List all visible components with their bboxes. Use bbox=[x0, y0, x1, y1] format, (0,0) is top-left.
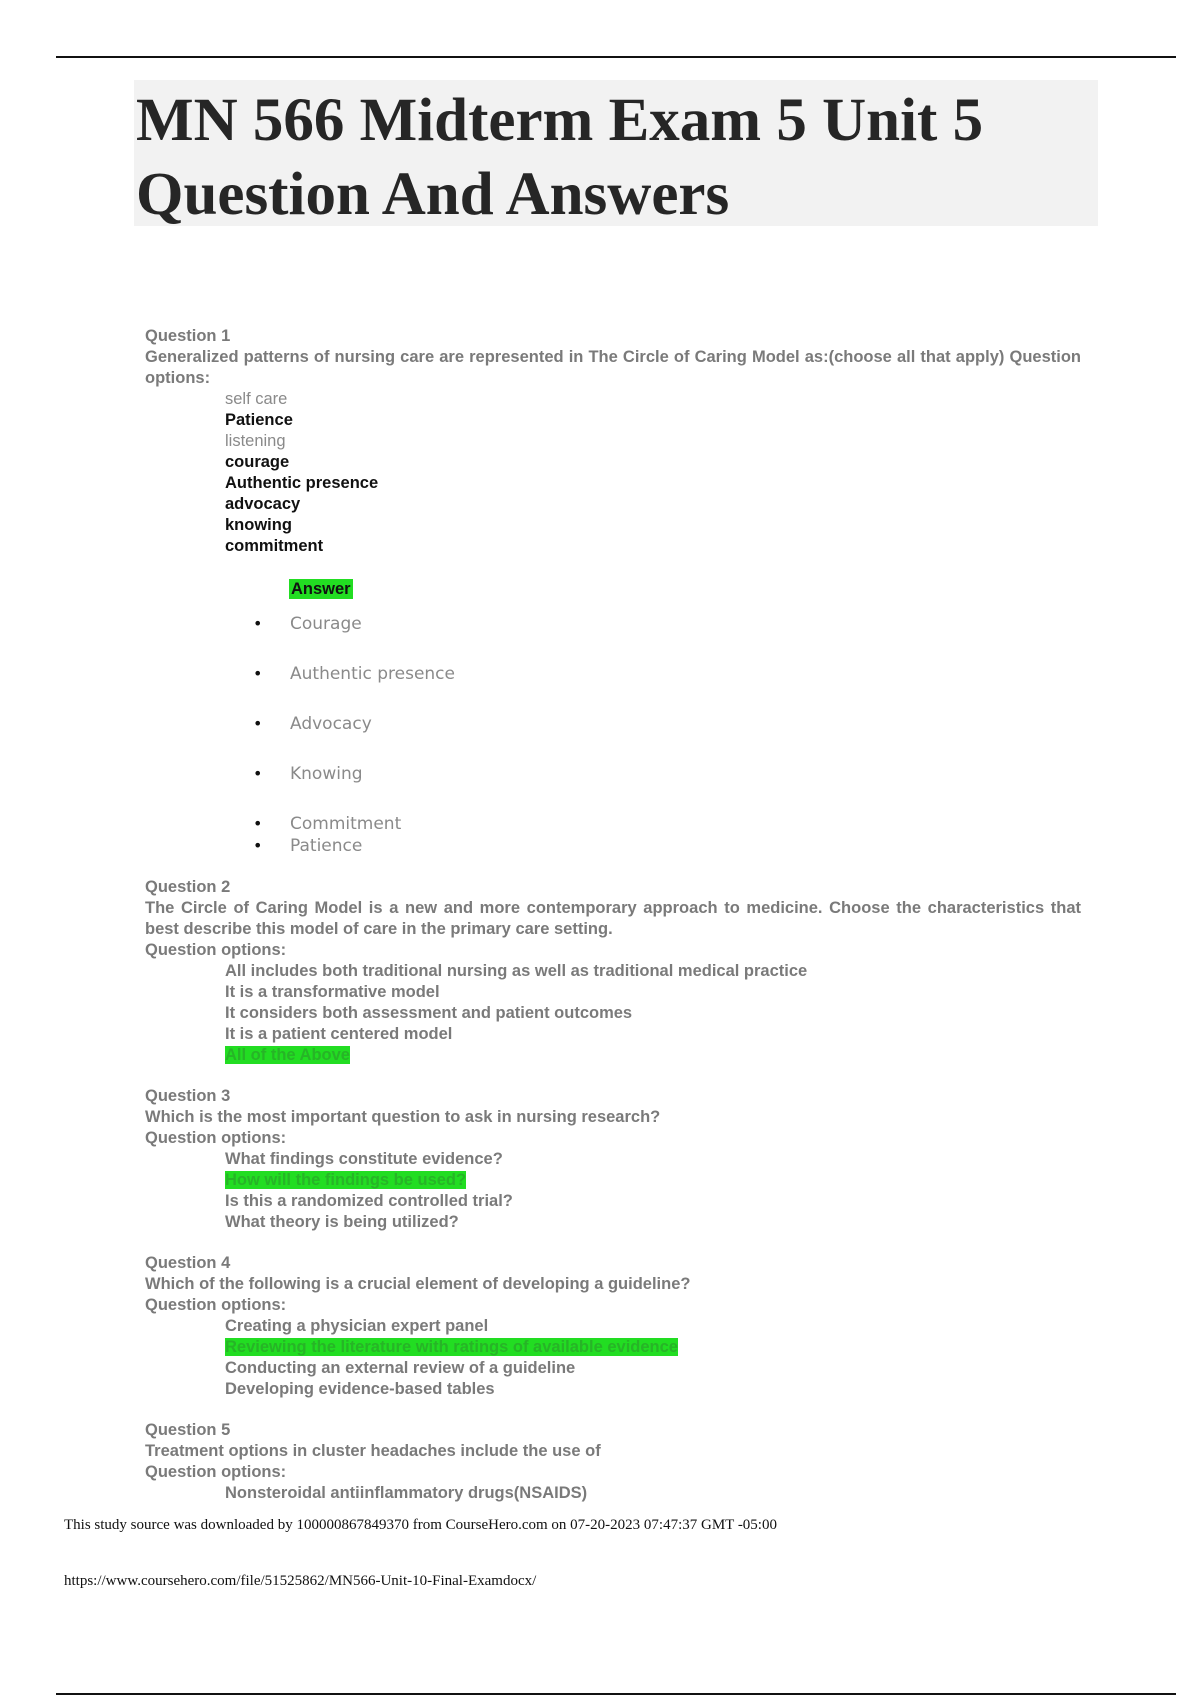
q1-option: Authentic presence bbox=[225, 474, 379, 492]
q3-option: What findings constitute evidence? bbox=[225, 1150, 503, 1168]
q5-option: Nonsteroidal antiinflammatory drugs(NSAIDS) bbox=[225, 1484, 588, 1502]
question-4-options bbox=[225, 1316, 1081, 1400]
answer-item: • Advocacy bbox=[253, 714, 372, 734]
question-2-options bbox=[225, 961, 1081, 1066]
correct-answer-highlight: All of the Above bbox=[225, 1046, 350, 1064]
q1-option: listening bbox=[225, 432, 286, 450]
question-1-label: Question 1 bbox=[145, 327, 231, 345]
document-body bbox=[145, 326, 1081, 1504]
question-1 bbox=[145, 326, 1081, 389]
q3-option: Is this a randomized controlled trial? bbox=[225, 1192, 513, 1210]
q2-option: All includes both traditional nursing as well as traditional medical practice bbox=[225, 962, 808, 980]
q2-option: It is a patient centered model bbox=[225, 1025, 453, 1043]
question-4-prompt: Which of the following is a crucial element of developing a guideline? bbox=[145, 1275, 691, 1293]
bullet-icon: • bbox=[253, 714, 263, 733]
question-2-prompt: The Circle of Caring Model is a new and more contemporary approach to medicine. Choose the characteristics that best describe this model of care in the primary care setting. bbox=[145, 899, 1081, 938]
q3-option-correct bbox=[225, 1170, 1081, 1191]
question-5-prompt: Treatment options in cluster headaches include the use of bbox=[145, 1442, 601, 1460]
question-4-label: Question 4 bbox=[145, 1254, 231, 1272]
question-3-options-label: Question options: bbox=[145, 1129, 287, 1147]
question-5 bbox=[145, 1420, 1081, 1483]
answer-item: • Commitment bbox=[253, 814, 402, 834]
answer-item: • Knowing bbox=[253, 764, 363, 784]
q3-option: What theory is being utilized? bbox=[225, 1213, 459, 1231]
q1-option: advocacy bbox=[225, 495, 301, 513]
q4-option: Creating a physician expert panel bbox=[225, 1317, 489, 1335]
question-3 bbox=[145, 1086, 1081, 1149]
question-3-label: Question 3 bbox=[145, 1087, 231, 1105]
answer-label: Answer bbox=[291, 580, 351, 598]
answer-item: • Authentic presence bbox=[253, 664, 455, 684]
question-5-options-label: Question options: bbox=[145, 1463, 287, 1481]
question-2-label: Question 2 bbox=[145, 878, 231, 896]
answer-item: • Patience bbox=[253, 836, 363, 856]
question-1-options bbox=[225, 389, 1081, 557]
correct-answer-highlight: How will the findings be used? bbox=[225, 1171, 467, 1189]
q4-option: Conducting an external review of a guideline bbox=[225, 1359, 576, 1377]
q4-option: Developing evidence-based tables bbox=[225, 1380, 495, 1398]
top-rule bbox=[56, 56, 1176, 58]
page-title: MN 566 Midterm Exam 5 Unit 5 Question And Answers bbox=[136, 87, 984, 228]
question-3-options bbox=[225, 1149, 1081, 1233]
question-4 bbox=[145, 1253, 1081, 1316]
question-1-prompt: Generalized patterns of nursing care are represented in The Circle of Caring Model as:(choose all that apply) Question options: bbox=[145, 348, 1081, 387]
bullet-icon: • bbox=[253, 814, 263, 833]
question-5-label: Question 5 bbox=[145, 1421, 231, 1439]
bullet-icon: • bbox=[253, 614, 263, 633]
answer-item: • Courage bbox=[253, 614, 362, 634]
bullet-icon: • bbox=[253, 664, 263, 683]
question-2 bbox=[145, 877, 1081, 961]
question-5-options bbox=[225, 1483, 1081, 1504]
answer-list bbox=[145, 613, 1081, 857]
q1-option: Patience bbox=[225, 411, 293, 429]
q1-option: self care bbox=[225, 390, 288, 408]
q1-option: knowing bbox=[225, 516, 292, 534]
bullet-icon: • bbox=[253, 764, 263, 783]
question-4-options-label: Question options: bbox=[145, 1296, 287, 1314]
q1-option: courage bbox=[225, 453, 290, 471]
q2-option: It considers both assessment and patient outcomes bbox=[225, 1004, 633, 1022]
bottom-rule bbox=[56, 1693, 1176, 1695]
source-url-link[interactable]: https://www.coursehero.com/file/51525862/MN566-Unit-10-Final-Examdocx/ bbox=[64, 1573, 537, 1589]
download-notice: This study source was downloaded by 100000867849370 from CourseHero.com on 07-20-2023 07:47:37 GMT -05:00 bbox=[64, 1517, 777, 1533]
question-2-options-label: Question options: bbox=[145, 941, 287, 959]
q2-option: It is a transformative model bbox=[225, 983, 440, 1001]
q1-option: commitment bbox=[225, 537, 324, 555]
title-box bbox=[134, 80, 1098, 226]
q4-option-correct bbox=[225, 1337, 1081, 1358]
question-3-prompt: Which is the most important question to ask in nursing research? bbox=[145, 1108, 661, 1126]
correct-answer-highlight: Reviewing the literature with ratings of available evidence bbox=[225, 1338, 678, 1356]
q2-option-correct bbox=[225, 1045, 1081, 1066]
bullet-icon: • bbox=[253, 836, 263, 855]
